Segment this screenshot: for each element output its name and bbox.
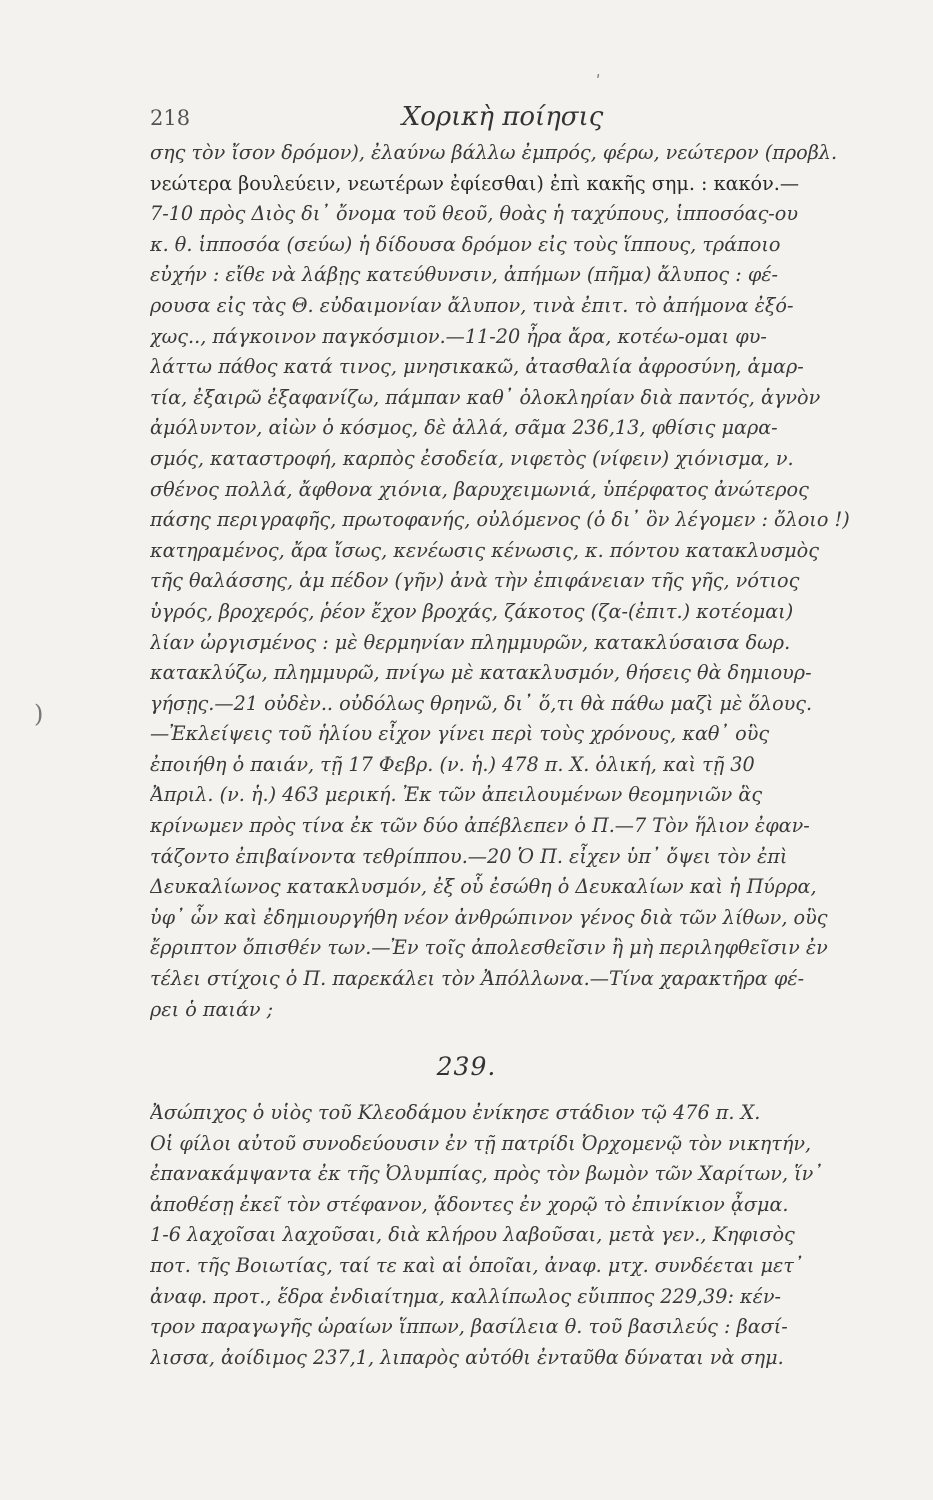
commentary-line: λάττω πάθος κατά τινος, μνησικακῶ, ἀτασθαλία ἀφροσύνη, ἁμαρ- [150,355,804,379]
commentary-line: γήσῃς.—21 οὐδὲν.. οὐδόλως θρηνῶ, δι᾿ ὅ,τι θὰ πάθω μαζὶ μὲ ὅλους. [150,691,813,715]
commentary-line: σθένος πολλά, ἄφθονα χιόνια, βαρυχειμωνιά, ὑπέρφατος ἀνώτερος [150,477,809,501]
commentary-line: τάζοντο ἐπιβαίνοντα τεθρίππου.—20 Ὁ Π. εἶχεν ὑπ᾿ ὄψει τὸν ἐπὶ [150,844,788,868]
section-line: ἐπανακάμψαντα ἐκ τῆς Ὀλυμπίας, πρὸς τὸν βωμὸν τῶν Χαρίτων, ἵν᾿ [150,1162,823,1186]
commentary-line: λίαν ὠργισμένος : μὲ θερμηνίαν πλημμυρῶν, κατακλύσαισα δωρ. [150,630,791,654]
commentary-line: ἔρριπτον ὄπισθέν των.—Ἐν τοῖς ἀπολεσθεῖσιν ἢ μὴ περιληφθεῖσιν ἐν [150,936,828,960]
commentary-line: —Ἐκλείψεις τοῦ ἡλίου εἶχον γίνει περὶ τοὺς χρόνους, καθ᾿ οὓς [150,722,770,746]
commentary-line: ἐποιήθη ὁ παιάν, τῇ 17 Φεβρ. (ν. ἡ.) 478 π. Χ. ὁλική, καὶ τῇ 30 [150,752,755,776]
section-line: ποτ. τῆς Βοιωτίας, ταί τε καὶ αἱ ὁποῖαι, ἀναφ. μτχ. συνδέεται μετ᾿ [150,1253,804,1277]
commentary-line: πάσης περιγραφῆς, πρωτοφανής, οὐλόμενος (ὁ δι᾿ ὃν λέγομεν : ὄλοιο !) [150,508,850,532]
commentary-line: σης τὸν ἴσον δρόμον), ἐλαύνω βάλλω ἐμπρός, φέρω, νεώτερον (προβλ. [150,141,838,164]
page-number: 218 [150,106,191,130]
running-head [150,102,855,142]
section-line: Ἀσώπιχος ὁ υἱὸς τοῦ Κλεοδάμου ἐνίκησε στάδιον τῷ 476 π. Χ. [150,1101,761,1124]
commentary-line: ἀμόλυντον, αἰὼν ὁ κόσμος, δὲ ἀλλά, σᾶμα 236,13, φθίσις μαρα- [150,416,778,440]
section-number: 239. [436,1052,497,1081]
commentary-line: σμός, καταστροφή, καρπὸς ἐσοδεία, νιφετὸς (νίφειν) χιόνισμα, ν. [150,446,794,470]
commentary-line: νεώτερα βουλεύειν, νεωτέρων ἐφίεσθαι) ἐπὶ κακῆς σημ. : κακόν.— [150,171,800,195]
commentary-line: Δευκαλίωνος κατακλυσμόν, ἐξ οὗ ἐσώθη ὁ Δευκαλίων καὶ ἡ Πύρρα, [150,875,817,899]
running-title: Χορικὴ ποίησις [401,102,604,132]
section-line: ἀποθέσῃ ἐκεῖ τὸν στέφανον, ᾄδοντες ἐν χορῷ τὸ ἐπινίκιον ᾆσμα. [150,1192,789,1216]
commentary-line: κατηραμένος, ἄρα ἴσως, κενέωσις κένωσις, κ. πόντου κατακλυσμὸς [150,538,819,562]
commentary-line: τῆς θαλάσσης, ἀμ πέδον (γῆν) ἀνὰ τὴν ἐπιφάνειαν τῆς γῆς, νότιος [150,569,800,593]
commentary-line: ρουσα εἰς τὰς Θ. εὐδαιμονίαν ἄλυπον, τινὰ ἐπιτ. τὸ ἀπήμονα ἐξό- [150,293,794,317]
commentary-line: εὐχήν : εἴθε νὰ λάβῃς κατεύθυνσιν, ἀπήμων (πῆμα) ἄλυπος : φέ- [150,263,779,287]
commentary-line: τία, ἐξαιρῶ ἐξαφανίζω, πάμπαν καθ᾿ ὁλοκληρίαν διὰ παντός, ἁγνὸν [150,385,821,409]
commentary-line: Ἀπριλ. (ν. ἡ.) 463 μερική. Ἐκ τῶν ἀπειλουμένων θεομηνιῶν ἃς [150,783,763,807]
commentary-line: 7-10 πρὸς Διὸς δι᾿ ὄνομα τοῦ θεοῦ, θοὰς ἡ ταχύπους, ἱπποσόας-ου [150,202,799,226]
commentary-line: κ. θ. ἱπποσόα (σεύω) ἡ δίδουσα δρόμον εἰς τοὺς ἵππους, τράποιο [150,232,781,256]
commentary-block [150,138,873,1025]
commentary-line: κρίνωμεν πρὸς τίνα ἐκ τῶν δύο ἀπέβλεπεν ὁ Π.—7 Τὸν ἥλιον ἐφαν- [150,814,810,838]
commentary-line: χως.., πάγκοινον παγκόσμιον.—11-20 ἦρα ἄρα, κοτέω-ομαι φυ- [150,324,767,348]
commentary-line: τέλει στίχοις ὁ Π. παρεκάλει τὸν Ἀπόλλωνα.—Τίνα χαρακτῆρα φέ- [150,967,805,991]
commentary-line: ὑγρός, βροχερός, ῥέον ἔχον βροχάς, ζάκοτος (ζα-(ἐπιτ.) κοτέομαι) [150,599,794,623]
print-mark: ʹ [596,72,601,91]
section-line: 1-6 λαχοῖσαι λαχοῦσαι, διὰ κλήρου λαβοῦσαι, μετὰ γεν., Κηφισὸς [150,1223,795,1247]
section-block [150,1098,873,1373]
margin-bracket: ) [34,700,44,728]
section-line: λισσα, ἀοίδιμος 237,1, λιπαρὸς αὐτόθι ἐνταῦθα δύναται νὰ σημ. [150,1345,784,1369]
section-line: ἀναφ. προτ., ἕδρα ἐνδιαίτημα, καλλίπωλος εὔιππος 229,39: κέν- [150,1284,782,1308]
commentary-line: ρει ὁ παιάν ; [150,997,274,1021]
commentary-line: ὑφ᾿ ὧν καὶ ἐδημιουργήθη νέον ἀνθρώπινον γένος διὰ τῶν λίθων, οὓς [150,905,828,929]
section-line: τρον παραγωγῆς ὡραίων ἵππων, βασίλεια θ. τοῦ βασιλεύς : βασί- [150,1315,788,1339]
commentary-line: κατακλύζω, πλημμυρῶ, πνίγω μὲ κατακλυσμόν, θήσεις θὰ δημιουρ- [150,661,812,685]
section-line: Οἱ φίλοι αὐτοῦ συνοδεύουσιν ἐν τῇ πατρίδι Ὀρχομενῷ τὸν νικητήν, [150,1131,812,1155]
